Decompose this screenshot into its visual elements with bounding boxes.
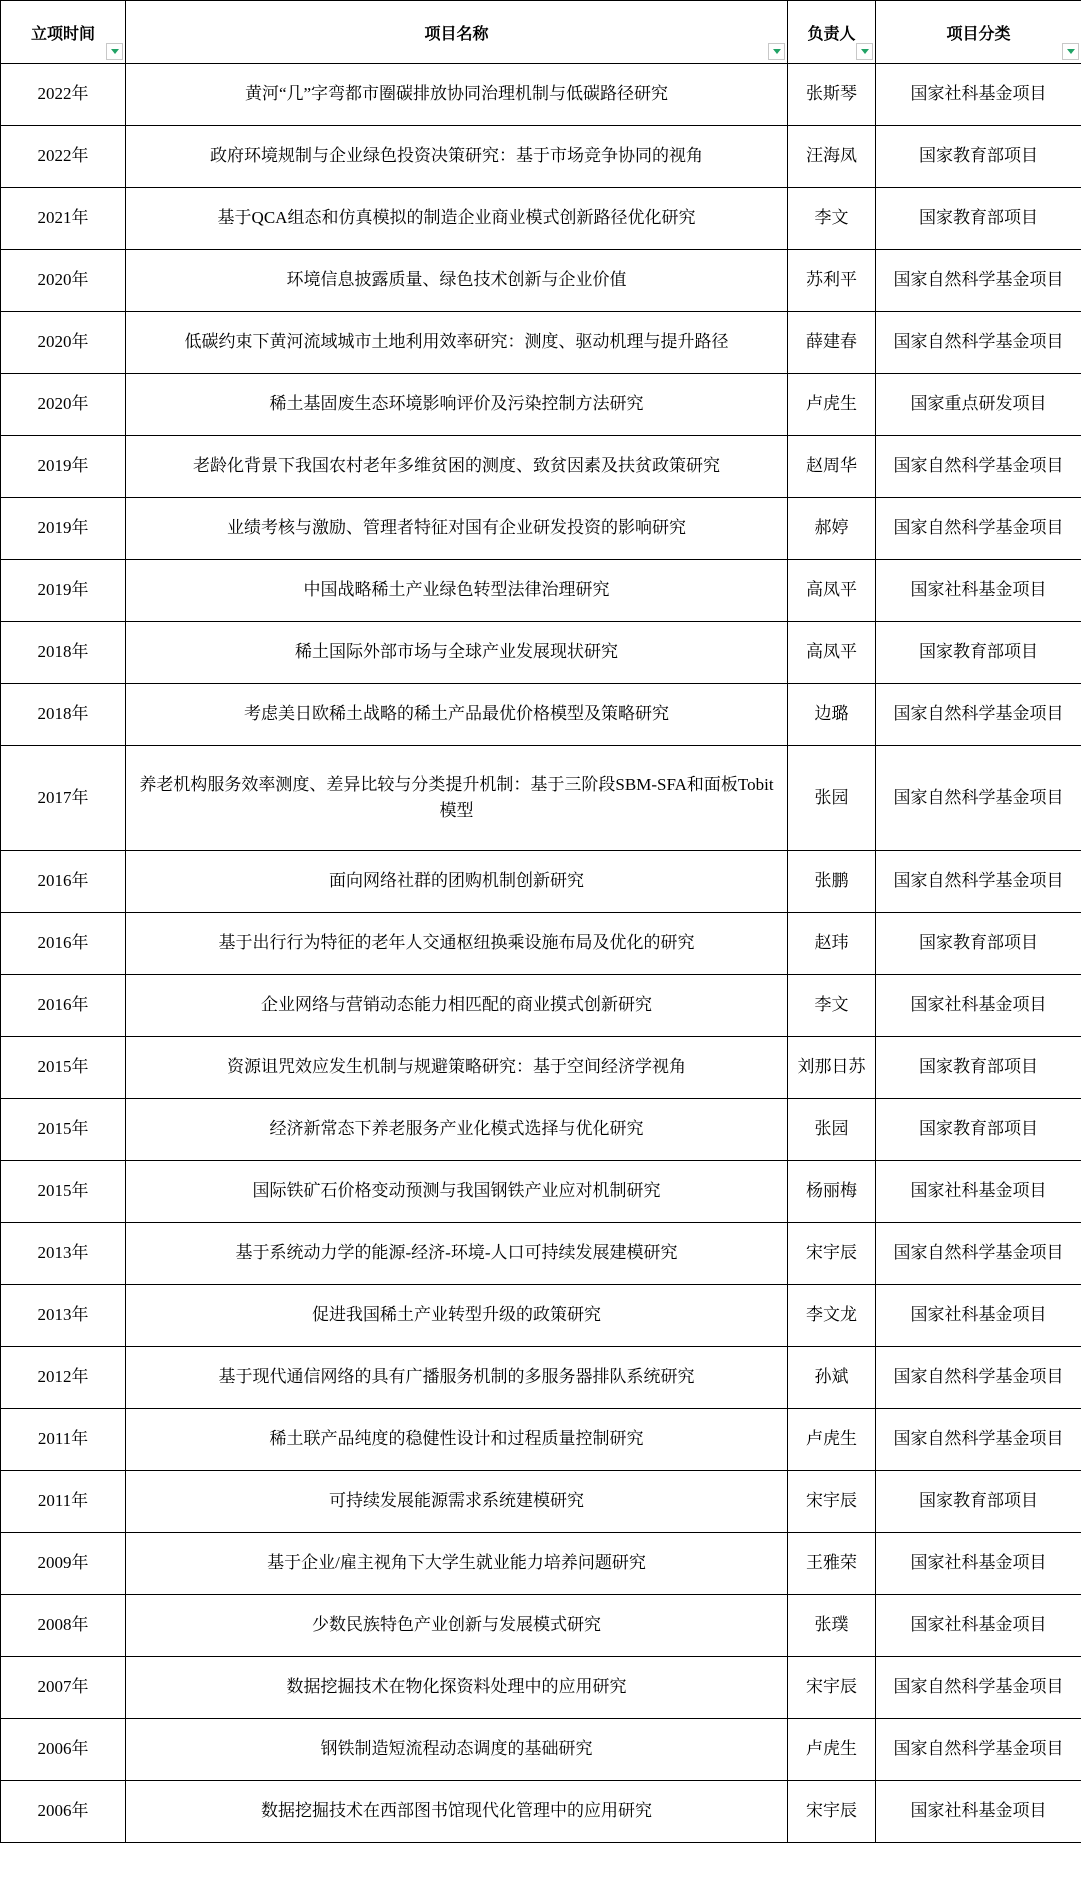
- name-cell[interactable]: 基于企业/雇主视角下大学生就业能力培养问题研究: [126, 1533, 788, 1595]
- name-cell[interactable]: 黄河“几”字弯都市圈碳排放协同治理机制与低碳路径研究: [126, 64, 788, 126]
- name-cell[interactable]: 基于现代通信网络的具有广播服务机制的多服务器排队系统研究: [126, 1347, 788, 1409]
- table-row: [1, 1223, 1081, 1285]
- table-row: [1, 1595, 1081, 1657]
- year-cell[interactable]: 2006年: [1, 1781, 126, 1843]
- category-cell[interactable]: 国家教育部项目: [876, 126, 1081, 188]
- filter-dropdown-icon: [1067, 49, 1075, 54]
- leader-cell[interactable]: 宋宇辰: [788, 1781, 876, 1843]
- category-cell[interactable]: 国家自然科学基金项目: [876, 436, 1081, 498]
- category-cell[interactable]: 国家社科基金项目: [876, 1533, 1081, 1595]
- year-cell[interactable]: 2011年: [1, 1409, 126, 1471]
- leader-cell[interactable]: 郝婷: [788, 498, 876, 560]
- year-cell[interactable]: 2008年: [1, 1595, 126, 1657]
- name-cell[interactable]: 养老机构服务效率测度、差异比较与分类提升机制：基于三阶段SBM-SFA和面板Tobit模型: [126, 746, 788, 851]
- name-cell[interactable]: 基于系统动力学的能源-经济-环境-人口可持续发展建模研究: [126, 1223, 788, 1285]
- year-cell[interactable]: 2013年: [1, 1223, 126, 1285]
- year-cell[interactable]: 2020年: [1, 312, 126, 374]
- filter-dropdown-icon: [111, 49, 119, 54]
- leader-cell[interactable]: 张鹏: [788, 851, 876, 913]
- leader-cell[interactable]: 张斯琴: [788, 64, 876, 126]
- category-cell[interactable]: 国家自然科学基金项目: [876, 250, 1081, 312]
- leader-cell[interactable]: 李文龙: [788, 1285, 876, 1347]
- category-cell[interactable]: 国家社科基金项目: [876, 975, 1081, 1037]
- category-cell[interactable]: 国家社科基金项目: [876, 560, 1081, 622]
- name-cell[interactable]: 企业网络与营销动态能力相匹配的商业摸式创新研究: [126, 975, 788, 1037]
- category-cell[interactable]: 国家自然科学基金项目: [876, 851, 1081, 913]
- filter-button-leader[interactable]: [856, 43, 873, 60]
- year-cell[interactable]: 2012年: [1, 1347, 126, 1409]
- table-row: [1, 1409, 1081, 1471]
- table-row: [1, 913, 1081, 975]
- leader-cell[interactable]: 卢虎生: [788, 1409, 876, 1471]
- table-row: [1, 1719, 1081, 1781]
- table-row: [1, 1471, 1081, 1533]
- name-cell[interactable]: 钢铁制造短流程动态调度的基础研究: [126, 1719, 788, 1781]
- year-cell[interactable]: 2022年: [1, 126, 126, 188]
- leader-cell[interactable]: 李文: [788, 975, 876, 1037]
- name-cell[interactable]: 国际铁矿石价格变动预测与我国钢铁产业应对机制研究: [126, 1161, 788, 1223]
- category-cell[interactable]: 国家自然科学基金项目: [876, 746, 1081, 851]
- table-row: [1, 436, 1081, 498]
- category-cell[interactable]: 国家自然科学基金项目: [876, 312, 1081, 374]
- table-row: [1, 1285, 1081, 1347]
- year-cell[interactable]: 2015年: [1, 1161, 126, 1223]
- year-cell[interactable]: 2019年: [1, 498, 126, 560]
- year-cell[interactable]: 2018年: [1, 622, 126, 684]
- leader-cell[interactable]: 孙斌: [788, 1347, 876, 1409]
- leader-cell[interactable]: 赵周华: [788, 436, 876, 498]
- category-cell[interactable]: 国家社科基金项目: [876, 1781, 1081, 1843]
- name-cell[interactable]: 少数民族特色产业创新与发展模式研究: [126, 1595, 788, 1657]
- filter-button-year[interactable]: [106, 43, 123, 60]
- table-row: [1, 64, 1081, 126]
- name-cell[interactable]: 经济新常态下养老服务产业化模式选择与优化研究: [126, 1099, 788, 1161]
- leader-cell[interactable]: 张园: [788, 1099, 876, 1161]
- name-cell[interactable]: 可持续发展能源需求系统建模研究: [126, 1471, 788, 1533]
- leader-cell[interactable]: 高凤平: [788, 622, 876, 684]
- category-cell[interactable]: 国家重点研发项目: [876, 374, 1081, 436]
- filter-button-name[interactable]: [768, 43, 785, 60]
- name-cell[interactable]: 稀土基固废生态环境影响评价及污染控制方法研究: [126, 374, 788, 436]
- table-row: [1, 188, 1081, 250]
- leader-cell[interactable]: 卢虎生: [788, 1719, 876, 1781]
- table-row: [1, 622, 1081, 684]
- header-row: [1, 1, 1081, 64]
- table-header: [1, 1, 1081, 64]
- category-cell[interactable]: 国家社科基金项目: [876, 1595, 1081, 1657]
- year-cell[interactable]: 2018年: [1, 684, 126, 746]
- category-cell[interactable]: 国家社科基金项目: [876, 1285, 1081, 1347]
- name-cell[interactable]: 数据挖掘技术在西部图书馆现代化管理中的应用研究: [126, 1781, 788, 1843]
- name-cell[interactable]: 中国战略稀土产业绿色转型法律治理研究: [126, 560, 788, 622]
- name-cell[interactable]: 数据挖掘技术在物化探资料处理中的应用研究: [126, 1657, 788, 1719]
- category-cell[interactable]: 国家自然科学基金项目: [876, 1409, 1081, 1471]
- category-cell[interactable]: 国家自然科学基金项目: [876, 498, 1081, 560]
- header-cell-leader: [788, 1, 876, 64]
- category-cell[interactable]: 国家自然科学基金项目: [876, 1657, 1081, 1719]
- category-cell[interactable]: 国家自然科学基金项目: [876, 684, 1081, 746]
- table-row: [1, 498, 1081, 560]
- category-cell[interactable]: 国家教育部项目: [876, 913, 1081, 975]
- header-label-year: 立项时间: [30, 25, 95, 43]
- table-row: [1, 1347, 1081, 1409]
- category-cell[interactable]: 国家自然科学基金项目: [876, 1347, 1081, 1409]
- name-cell[interactable]: 稀土联产品纯度的稳健性设计和过程质量控制研究: [126, 1409, 788, 1471]
- table-row: [1, 1657, 1081, 1719]
- table-row: [1, 1099, 1081, 1161]
- name-cell[interactable]: 老龄化背景下我国农村老年多维贫困的测度、致贫因素及扶贫政策研究: [126, 436, 788, 498]
- year-cell[interactable]: 2016年: [1, 975, 126, 1037]
- year-cell[interactable]: 2009年: [1, 1533, 126, 1595]
- year-cell[interactable]: 2020年: [1, 374, 126, 436]
- category-cell[interactable]: 国家社科基金项目: [876, 1161, 1081, 1223]
- leader-cell[interactable]: 宋宇辰: [788, 1223, 876, 1285]
- year-cell[interactable]: 2006年: [1, 1719, 126, 1781]
- name-cell[interactable]: 基于QCA组态和仿真模拟的制造企业商业模式创新路径优化研究: [126, 188, 788, 250]
- leader-cell[interactable]: 赵玮: [788, 913, 876, 975]
- year-cell[interactable]: 2021年: [1, 188, 126, 250]
- filter-dropdown-icon: [861, 49, 869, 54]
- table-row: [1, 250, 1081, 312]
- name-cell[interactable]: 稀土国际外部市场与全球产业发展现状研究: [126, 622, 788, 684]
- year-cell[interactable]: 2013年: [1, 1285, 126, 1347]
- table-row: [1, 1781, 1081, 1843]
- leader-cell[interactable]: 高凤平: [788, 560, 876, 622]
- year-cell[interactable]: 2007年: [1, 1657, 126, 1719]
- table-row: [1, 374, 1081, 436]
- category-cell[interactable]: 国家教育部项目: [876, 1037, 1081, 1099]
- header-cell-year: [1, 1, 126, 64]
- leader-cell[interactable]: 边璐: [788, 684, 876, 746]
- leader-cell[interactable]: 苏利平: [788, 250, 876, 312]
- name-cell[interactable]: 低碳约束下黄河流域城市土地利用效率研究：测度、驱动机理与提升路径: [126, 312, 788, 374]
- name-cell[interactable]: 促进我国稀土产业转型升级的政策研究: [126, 1285, 788, 1347]
- header-label-category: 项目分类: [946, 25, 1011, 43]
- year-cell[interactable]: 2016年: [1, 851, 126, 913]
- year-cell[interactable]: 2011年: [1, 1471, 126, 1533]
- name-cell[interactable]: 面向网络社群的团购机制创新研究: [126, 851, 788, 913]
- leader-cell[interactable]: 张园: [788, 746, 876, 851]
- table-row: [1, 684, 1081, 746]
- leader-cell[interactable]: 张璞: [788, 1595, 876, 1657]
- year-cell[interactable]: 2022年: [1, 64, 126, 126]
- header-label-name: 项目名称: [424, 25, 489, 43]
- name-cell[interactable]: 考虑美日欧稀土战略的稀土产品最优价格模型及策略研究: [126, 684, 788, 746]
- leader-cell[interactable]: 宋宇辰: [788, 1471, 876, 1533]
- category-cell[interactable]: 国家教育部项目: [876, 188, 1081, 250]
- table-row: [1, 1161, 1081, 1223]
- leader-cell[interactable]: 宋宇辰: [788, 1657, 876, 1719]
- leader-cell[interactable]: 卢虎生: [788, 374, 876, 436]
- leader-cell[interactable]: 王雅荣: [788, 1533, 876, 1595]
- leader-cell[interactable]: 李文: [788, 188, 876, 250]
- leader-cell[interactable]: 汪海凤: [788, 126, 876, 188]
- category-cell[interactable]: 国家社科基金项目: [876, 64, 1081, 126]
- name-cell[interactable]: 资源诅咒效应发生机制与规避策略研究：基于空间经济学视角: [126, 1037, 788, 1099]
- name-cell[interactable]: 环境信息披露质量、绿色技术创新与企业价值: [126, 250, 788, 312]
- name-cell[interactable]: 政府环境规制与企业绿色投资决策研究：基于市场竞争协同的视角: [126, 126, 788, 188]
- category-cell[interactable]: 国家自然科学基金项目: [876, 1223, 1081, 1285]
- category-cell[interactable]: 国家自然科学基金项目: [876, 1719, 1081, 1781]
- projects-table-body: [1, 64, 1081, 1843]
- leader-cell[interactable]: 刘那日苏: [788, 1037, 876, 1099]
- name-cell[interactable]: 业绩考核与激励、管理者特征对国有企业研发投资的影响研究: [126, 498, 788, 560]
- table-row: [1, 560, 1081, 622]
- year-cell[interactable]: 2019年: [1, 436, 126, 498]
- year-cell[interactable]: 2019年: [1, 560, 126, 622]
- filter-dropdown-icon: [773, 49, 781, 54]
- leader-cell[interactable]: 薛建春: [788, 312, 876, 374]
- leader-cell[interactable]: 杨丽梅: [788, 1161, 876, 1223]
- year-cell[interactable]: 2015年: [1, 1037, 126, 1099]
- year-cell[interactable]: 2015年: [1, 1099, 126, 1161]
- filter-button-category[interactable]: [1062, 43, 1079, 60]
- header-label-leader: 负责人: [807, 25, 856, 43]
- year-cell[interactable]: 2020年: [1, 250, 126, 312]
- name-cell[interactable]: 基于出行行为特征的老年人交通枢纽换乘设施布局及优化的研究: [126, 913, 788, 975]
- table-row: [1, 975, 1081, 1037]
- table-row: [1, 312, 1081, 374]
- year-cell[interactable]: 2016年: [1, 913, 126, 975]
- table-row: [1, 851, 1081, 913]
- year-cell[interactable]: 2017年: [1, 746, 126, 851]
- category-cell[interactable]: 国家教育部项目: [876, 622, 1081, 684]
- table-row: [1, 1037, 1081, 1099]
- category-cell[interactable]: 国家教育部项目: [876, 1471, 1081, 1533]
- table-row: [1, 746, 1081, 851]
- table-row: [1, 126, 1081, 188]
- category-cell[interactable]: 国家教育部项目: [876, 1099, 1081, 1161]
- table-row: [1, 1533, 1081, 1595]
- header-cell-name: [126, 1, 788, 64]
- header-cell-category: [876, 1, 1081, 64]
